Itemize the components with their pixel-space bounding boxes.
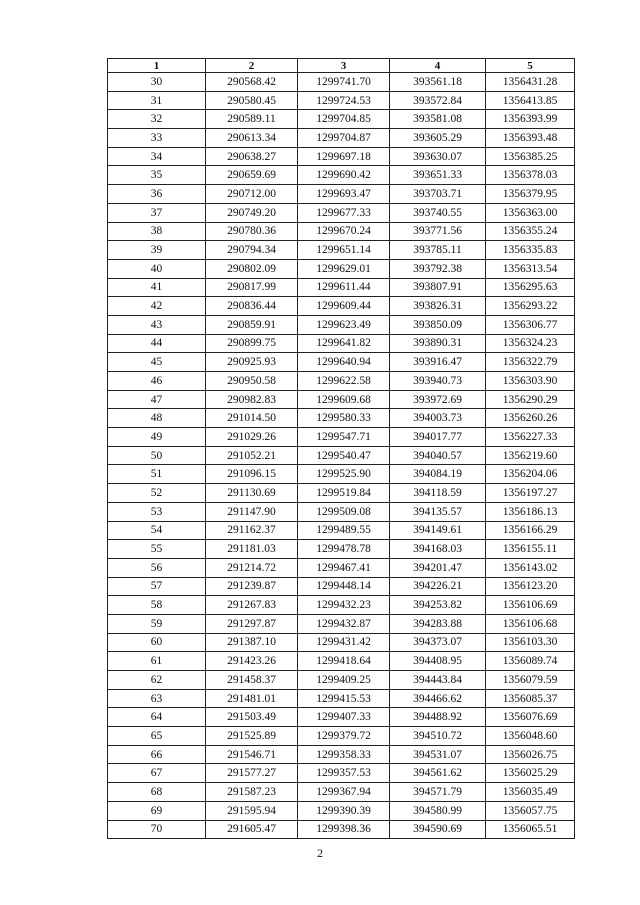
table-row — [108, 203, 575, 222]
table-cell-col-1: 50 — [108, 446, 206, 465]
table-cell-col-1: 54 — [108, 521, 206, 540]
table-cell-col-1: 59 — [108, 614, 206, 633]
table-cell-col-1: 55 — [108, 540, 206, 559]
table-cell-col-1: 66 — [108, 745, 206, 764]
table-cell-col-4: 394201.47 — [390, 558, 486, 577]
table-cell-col-2: 291525.89 — [206, 727, 298, 746]
table-cell-col-1: 56 — [108, 558, 206, 577]
table-cell-col-5: 1356379.95 — [486, 185, 575, 204]
table-row — [108, 465, 575, 484]
table-row — [108, 764, 575, 783]
table-row — [108, 297, 575, 316]
table-cell-col-5: 1356026.75 — [486, 745, 575, 764]
table-cell-col-4: 393703.71 — [390, 185, 486, 204]
table-cell-col-5: 1356123.20 — [486, 577, 575, 596]
table-cell-col-1: 58 — [108, 596, 206, 615]
table-cell-col-5: 1356260.26 — [486, 409, 575, 428]
table-row — [108, 334, 575, 353]
table-cell-col-5: 1356048.60 — [486, 727, 575, 746]
table-cell-col-3: 1299357.53 — [298, 764, 390, 783]
table-row — [108, 185, 575, 204]
table-row — [108, 278, 575, 297]
table-cell-col-5: 1356355.24 — [486, 222, 575, 241]
table-cell-col-4: 393651.33 — [390, 166, 486, 185]
table-cell-col-1: 30 — [108, 73, 206, 92]
table-cell-col-2: 290638.27 — [206, 147, 298, 166]
table-cell-col-3: 1299358.33 — [298, 745, 390, 764]
table-row — [108, 540, 575, 559]
table-cell-col-4: 394571.79 — [390, 783, 486, 802]
table-cell-col-3: 1299724.53 — [298, 91, 390, 110]
table-row — [108, 801, 575, 820]
table-cell-col-1: 33 — [108, 129, 206, 148]
table-cell-col-5: 1356035.49 — [486, 783, 575, 802]
table-cell-col-3: 1299398.36 — [298, 820, 390, 839]
table-cell-col-1: 42 — [108, 297, 206, 316]
table-cell-col-1: 70 — [108, 820, 206, 839]
table-cell-col-2: 291458.37 — [206, 671, 298, 690]
table-cell-col-3: 1299467.41 — [298, 558, 390, 577]
table-cell-col-5: 1356089.74 — [486, 652, 575, 671]
table-cell-col-4: 394510.72 — [390, 727, 486, 746]
table-cell-col-4: 393785.11 — [390, 241, 486, 260]
table-cell-col-2: 291423.26 — [206, 652, 298, 671]
table-cell-col-5: 1356413.85 — [486, 91, 575, 110]
table-cell-col-1: 34 — [108, 147, 206, 166]
table-row — [108, 614, 575, 633]
column-header-1: 1 — [108, 59, 206, 73]
table-cell-col-5: 1356106.69 — [486, 596, 575, 615]
table-row — [108, 596, 575, 615]
table-row — [108, 129, 575, 148]
table-cell-col-1: 36 — [108, 185, 206, 204]
table-row — [108, 428, 575, 447]
table-cell-col-2: 291052.21 — [206, 446, 298, 465]
table-cell-col-2: 290794.34 — [206, 241, 298, 260]
table-row — [108, 91, 575, 110]
table-cell-col-3: 1299390.39 — [298, 801, 390, 820]
table-cell-col-2: 291181.03 — [206, 540, 298, 559]
table-cell-col-5: 1356290.29 — [486, 390, 575, 409]
table-cell-col-3: 1299704.85 — [298, 110, 390, 129]
coordinates-table — [107, 58, 575, 839]
table-cell-col-5: 1356025.29 — [486, 764, 575, 783]
table-cell-col-3: 1299448.14 — [298, 577, 390, 596]
table-cell-col-4: 394149.61 — [390, 521, 486, 540]
table-cell-col-3: 1299623.49 — [298, 315, 390, 334]
table-cell-col-4: 393581.08 — [390, 110, 486, 129]
table-cell-col-3: 1299651.14 — [298, 241, 390, 260]
table-cell-col-4: 394226.21 — [390, 577, 486, 596]
table-cell-col-4: 394561.62 — [390, 764, 486, 783]
table-cell-col-2: 291577.27 — [206, 764, 298, 783]
table-cell-col-5: 1356385.25 — [486, 147, 575, 166]
table-cell-col-5: 1356227.33 — [486, 428, 575, 447]
table-cell-col-1: 52 — [108, 484, 206, 503]
table-cell-col-2: 290659.69 — [206, 166, 298, 185]
table-row — [108, 708, 575, 727]
table-cell-col-2: 291481.01 — [206, 689, 298, 708]
table-cell-col-2: 290749.20 — [206, 203, 298, 222]
table-row — [108, 783, 575, 802]
table-row — [108, 727, 575, 746]
table-row — [108, 390, 575, 409]
table-cell-col-4: 393771.56 — [390, 222, 486, 241]
table-cell-col-5: 1356166.29 — [486, 521, 575, 540]
table-row — [108, 372, 575, 391]
table-cell-col-4: 394488.92 — [390, 708, 486, 727]
table-cell-col-1: 38 — [108, 222, 206, 241]
table-cell-col-4: 393630.07 — [390, 147, 486, 166]
table-cell-col-4: 394580.99 — [390, 801, 486, 820]
table-cell-col-5: 1356085.37 — [486, 689, 575, 708]
table-cell-col-1: 35 — [108, 166, 206, 185]
table-cell-col-4: 394084.19 — [390, 465, 486, 484]
table-row — [108, 353, 575, 372]
table-cell-col-3: 1299509.08 — [298, 502, 390, 521]
table-cell-col-5: 1356324.23 — [486, 334, 575, 353]
table-row — [108, 484, 575, 503]
table-cell-col-1: 39 — [108, 241, 206, 260]
table-cell-col-1: 61 — [108, 652, 206, 671]
table-body — [108, 73, 575, 839]
table-cell-col-5: 1356103.30 — [486, 633, 575, 652]
table-cell-col-2: 290899.75 — [206, 334, 298, 353]
table-cell-col-1: 68 — [108, 783, 206, 802]
table-row — [108, 241, 575, 260]
column-header-2: 2 — [206, 59, 298, 73]
table-cell-col-4: 393850.09 — [390, 315, 486, 334]
table-cell-col-1: 63 — [108, 689, 206, 708]
table-cell-col-2: 290950.58 — [206, 372, 298, 391]
table-row — [108, 577, 575, 596]
table-cell-col-1: 65 — [108, 727, 206, 746]
table-cell-col-3: 1299690.42 — [298, 166, 390, 185]
table-cell-col-2: 291546.71 — [206, 745, 298, 764]
table-cell-col-2: 291595.94 — [206, 801, 298, 820]
table-cell-col-1: 49 — [108, 428, 206, 447]
table-cell-col-4: 394017.77 — [390, 428, 486, 447]
column-header-5: 5 — [486, 59, 575, 73]
table-cell-col-1: 41 — [108, 278, 206, 297]
table-cell-col-4: 393940.73 — [390, 372, 486, 391]
table-cell-col-5: 1356431.28 — [486, 73, 575, 92]
table-cell-col-4: 393826.31 — [390, 297, 486, 316]
table-row — [108, 502, 575, 521]
table-cell-col-2: 291267.83 — [206, 596, 298, 615]
table-cell-col-2: 291130.69 — [206, 484, 298, 503]
table-cell-col-4: 394168.03 — [390, 540, 486, 559]
table-cell-col-1: 45 — [108, 353, 206, 372]
table-cell-col-4: 394531.07 — [390, 745, 486, 764]
table-cell-col-1: 32 — [108, 110, 206, 129]
table-cell-col-3: 1299418.64 — [298, 652, 390, 671]
table-cell-col-4: 393890.31 — [390, 334, 486, 353]
table-cell-col-1: 51 — [108, 465, 206, 484]
table-cell-col-2: 290925.93 — [206, 353, 298, 372]
table-cell-col-5: 1356306.77 — [486, 315, 575, 334]
table-cell-col-1: 40 — [108, 259, 206, 278]
table-row — [108, 315, 575, 334]
table-cell-col-1: 67 — [108, 764, 206, 783]
table-cell-col-3: 1299641.82 — [298, 334, 390, 353]
page-number: 2 — [317, 846, 323, 860]
table-cell-col-4: 394253.82 — [390, 596, 486, 615]
table-cell-col-2: 291214.72 — [206, 558, 298, 577]
table-cell-col-5: 1356393.99 — [486, 110, 575, 129]
table-cell-col-5: 1356197.27 — [486, 484, 575, 503]
table-cell-col-2: 290817.99 — [206, 278, 298, 297]
table-cell-col-1: 64 — [108, 708, 206, 727]
table-cell-col-4: 394003.73 — [390, 409, 486, 428]
table-cell-col-1: 46 — [108, 372, 206, 391]
table-cell-col-5: 1356186.13 — [486, 502, 575, 521]
table-cell-col-5: 1356303.90 — [486, 372, 575, 391]
table-cell-col-5: 1356363.00 — [486, 203, 575, 222]
table-row — [108, 409, 575, 428]
table-cell-col-5: 1356057.75 — [486, 801, 575, 820]
table-cell-col-3: 1299611.44 — [298, 278, 390, 297]
table-cell-col-4: 394466.62 — [390, 689, 486, 708]
table-cell-col-5: 1356155.11 — [486, 540, 575, 559]
table-cell-col-2: 290780.36 — [206, 222, 298, 241]
table-cell-col-3: 1299379.72 — [298, 727, 390, 746]
table-header-row — [108, 59, 575, 73]
table-cell-col-2: 291096.15 — [206, 465, 298, 484]
table-cell-col-3: 1299525.90 — [298, 465, 390, 484]
table-cell-col-2: 290613.34 — [206, 129, 298, 148]
table-cell-col-4: 394135.57 — [390, 502, 486, 521]
table-cell-col-4: 394283.88 — [390, 614, 486, 633]
table-cell-col-3: 1299622.58 — [298, 372, 390, 391]
table-cell-col-2: 290712.00 — [206, 185, 298, 204]
table-cell-col-3: 1299580.33 — [298, 409, 390, 428]
table-cell-col-3: 1299540.47 — [298, 446, 390, 465]
table-row — [108, 222, 575, 241]
table-row — [108, 521, 575, 540]
table-cell-col-5: 1356143.02 — [486, 558, 575, 577]
table-cell-col-2: 291014.50 — [206, 409, 298, 428]
table-cell-col-3: 1299432.23 — [298, 596, 390, 615]
table-cell-col-1: 48 — [108, 409, 206, 428]
table-cell-col-2: 290859.91 — [206, 315, 298, 334]
table-cell-col-3: 1299741.70 — [298, 73, 390, 92]
table-row — [108, 147, 575, 166]
table-cell-col-2: 291239.87 — [206, 577, 298, 596]
table-cell-col-3: 1299640.94 — [298, 353, 390, 372]
table-cell-col-1: 31 — [108, 91, 206, 110]
table-cell-col-4: 393807.91 — [390, 278, 486, 297]
table-row — [108, 633, 575, 652]
table-cell-col-2: 291147.90 — [206, 502, 298, 521]
table-cell-col-4: 394373.07 — [390, 633, 486, 652]
table-row — [108, 820, 575, 839]
table-cell-col-4: 394590.69 — [390, 820, 486, 839]
table-cell-col-2: 291605.47 — [206, 820, 298, 839]
table-cell-col-5: 1356076.69 — [486, 708, 575, 727]
table-row — [108, 259, 575, 278]
table-cell-col-4: 394408.95 — [390, 652, 486, 671]
table-cell-col-5: 1356313.54 — [486, 259, 575, 278]
table-cell-col-5: 1356293.22 — [486, 297, 575, 316]
table-cell-col-5: 1356065.51 — [486, 820, 575, 839]
table-cell-col-1: 53 — [108, 502, 206, 521]
table-row — [108, 671, 575, 690]
table-cell-col-3: 1299431.42 — [298, 633, 390, 652]
table-cell-col-1: 57 — [108, 577, 206, 596]
table-cell-col-4: 393972.69 — [390, 390, 486, 409]
table-cell-col-1: 43 — [108, 315, 206, 334]
table-cell-col-3: 1299409.25 — [298, 671, 390, 690]
table-cell-col-4: 394443.84 — [390, 671, 486, 690]
table-cell-col-3: 1299677.33 — [298, 203, 390, 222]
table-cell-col-3: 1299609.68 — [298, 390, 390, 409]
table-cell-col-2: 290802.09 — [206, 259, 298, 278]
table-cell-col-5: 1356295.63 — [486, 278, 575, 297]
table-cell-col-2: 291162.37 — [206, 521, 298, 540]
table-cell-col-3: 1299367.94 — [298, 783, 390, 802]
table-cell-col-3: 1299609.44 — [298, 297, 390, 316]
table-cell-col-4: 393740.55 — [390, 203, 486, 222]
table-cell-col-2: 290580.45 — [206, 91, 298, 110]
table-cell-col-2: 290568.42 — [206, 73, 298, 92]
table-cell-col-2: 291503.49 — [206, 708, 298, 727]
table-cell-col-5: 1356322.79 — [486, 353, 575, 372]
table-cell-col-1: 37 — [108, 203, 206, 222]
table-cell-col-2: 291029.26 — [206, 428, 298, 447]
table-cell-col-2: 290836.44 — [206, 297, 298, 316]
table-cell-col-5: 1356204.06 — [486, 465, 575, 484]
table-cell-col-3: 1299478.78 — [298, 540, 390, 559]
table-cell-col-3: 1299670.24 — [298, 222, 390, 241]
table-cell-col-2: 291297.87 — [206, 614, 298, 633]
table-row — [108, 689, 575, 708]
table-cell-col-3: 1299693.47 — [298, 185, 390, 204]
table-cell-col-4: 394040.57 — [390, 446, 486, 465]
table-row — [108, 166, 575, 185]
table-cell-col-3: 1299629.01 — [298, 259, 390, 278]
table-cell-col-3: 1299547.71 — [298, 428, 390, 447]
table-cell-col-5: 1356335.83 — [486, 241, 575, 260]
table-cell-col-1: 47 — [108, 390, 206, 409]
table-cell-col-4: 393572.84 — [390, 91, 486, 110]
column-header-4: 4 — [390, 59, 486, 73]
table-cell-col-5: 1356219.60 — [486, 446, 575, 465]
table-cell-col-3: 1299407.33 — [298, 708, 390, 727]
table-cell-col-4: 393792.38 — [390, 259, 486, 278]
table-cell-col-4: 393916.47 — [390, 353, 486, 372]
table-row — [108, 745, 575, 764]
table-cell-col-5: 1356393.48 — [486, 129, 575, 148]
table-cell-col-3: 1299432.87 — [298, 614, 390, 633]
table-cell-col-2: 291587.23 — [206, 783, 298, 802]
table-cell-col-5: 1356378.03 — [486, 166, 575, 185]
table-cell-col-1: 60 — [108, 633, 206, 652]
table-cell-col-5: 1356079.59 — [486, 671, 575, 690]
table-row — [108, 652, 575, 671]
table-cell-col-2: 290589.11 — [206, 110, 298, 129]
column-header-3: 3 — [298, 59, 390, 73]
table-cell-col-5: 1356106.68 — [486, 614, 575, 633]
table-cell-col-2: 290982.83 — [206, 390, 298, 409]
table-cell-col-2: 291387.10 — [206, 633, 298, 652]
table-cell-col-3: 1299704.87 — [298, 129, 390, 148]
table-cell-col-3: 1299697.18 — [298, 147, 390, 166]
table-row — [108, 73, 575, 92]
table-cell-col-3: 1299415.53 — [298, 689, 390, 708]
table-row — [108, 558, 575, 577]
table-cell-col-1: 62 — [108, 671, 206, 690]
table-cell-col-4: 393605.29 — [390, 129, 486, 148]
table-row — [108, 446, 575, 465]
table-cell-col-3: 1299489.55 — [298, 521, 390, 540]
table-cell-col-1: 44 — [108, 334, 206, 353]
table-cell-col-1: 69 — [108, 801, 206, 820]
table-cell-col-4: 394118.59 — [390, 484, 486, 503]
table-row — [108, 110, 575, 129]
table-cell-col-4: 393561.18 — [390, 73, 486, 92]
table-cell-col-3: 1299519.84 — [298, 484, 390, 503]
